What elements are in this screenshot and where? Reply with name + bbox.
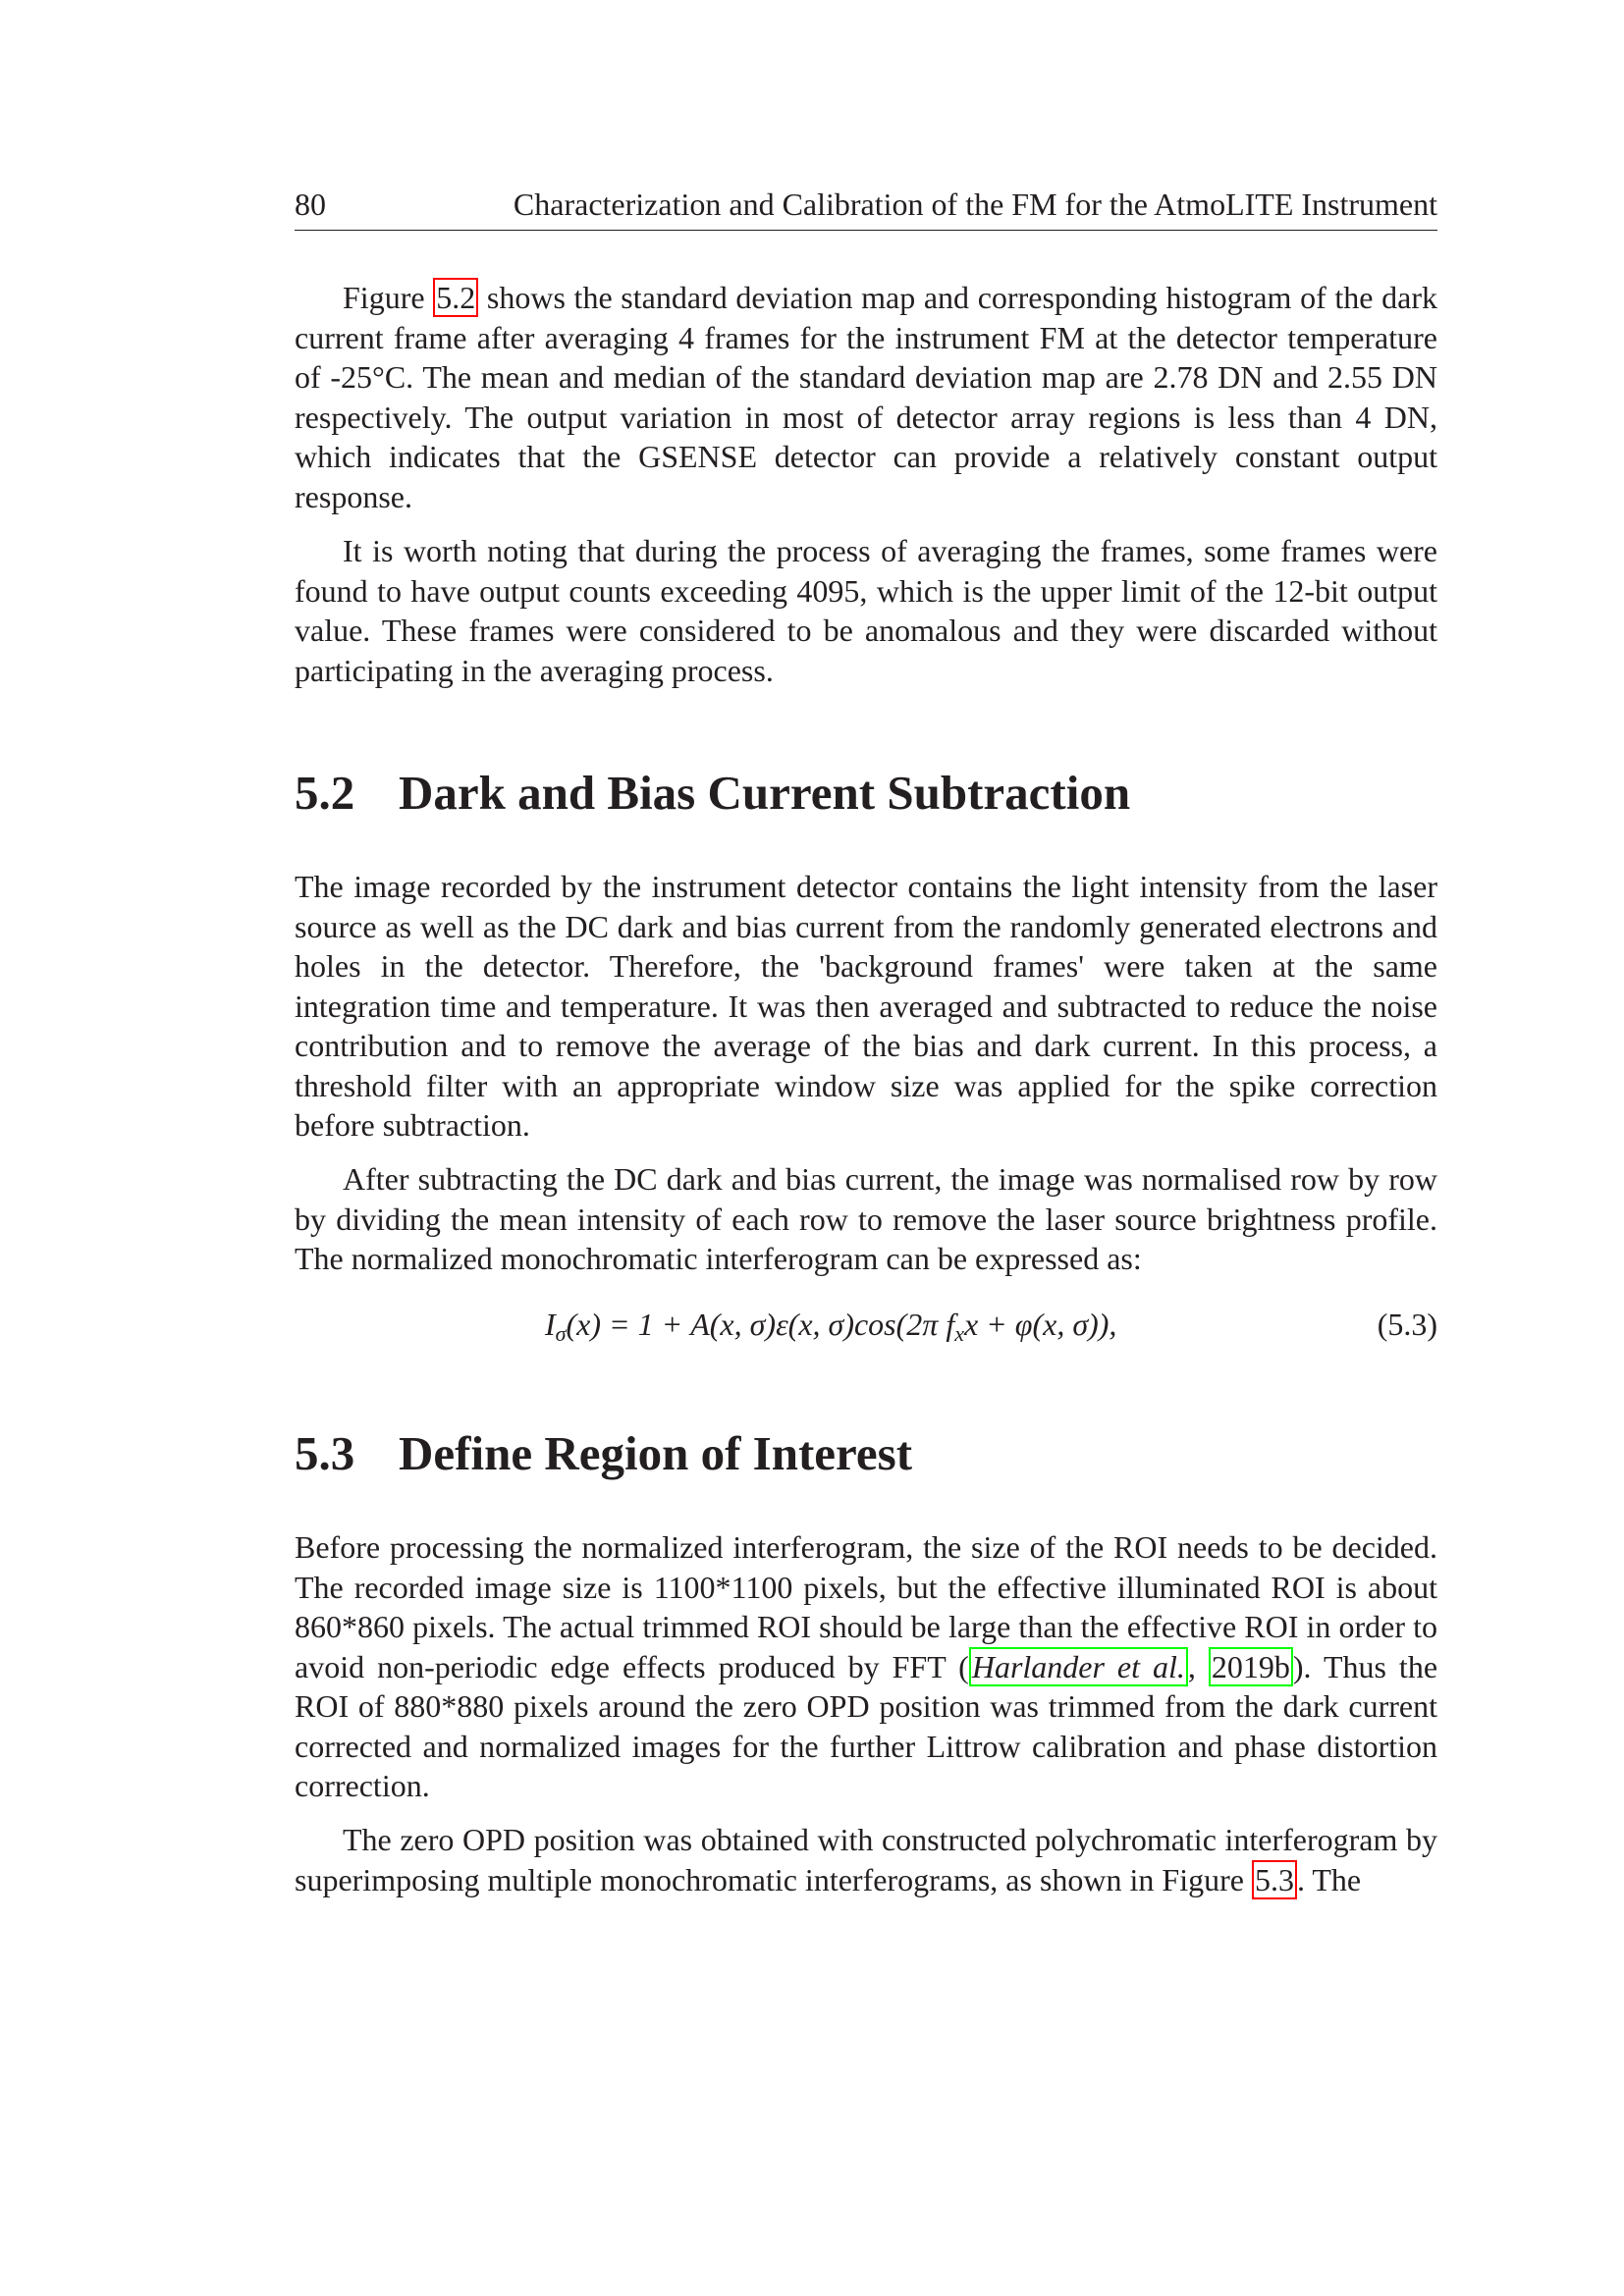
paragraph-anomalous-frames: It is worth noting that during the process of averaging the frames, some frames were found to have output counts exceeding 4095, which is the upper limit of the 12-bit output value. These frames were considered to be anomalous and they were discarded without participating in the averaging process. <box>295 533 1437 688</box>
section-title: Define Region of Interest <box>399 1426 913 1480</box>
text: Before processing the normalized interferogram, the size of the ROI needs to be decided. The recorded image size is 1100*1100 pixels, but the effective illuminated ROI is about 860*860 pixels. The actual trimmed ROI should be large than the effective ROI in order to avoid non-periodic edge effects produced by FFT ( <box>295 1529 1437 1684</box>
eq-body-sub: x <box>954 1321 964 1346</box>
running-title: Characterization and Calibration of the FM for the AtmoLITE Instrument <box>513 187 1437 222</box>
section-number: 5.3 <box>295 1426 355 1480</box>
eq-body: (x) = 1 + A(x, σ)ε(x, σ)cos(2π f <box>566 1307 955 1342</box>
page-number: 80 <box>295 187 326 222</box>
section-heading-5-2 <box>295 764 1130 823</box>
citation-link-year[interactable]: 2019b <box>1209 1647 1293 1686</box>
text: , <box>1187 1648 1209 1684</box>
eq-lhs-sub: σ <box>555 1321 567 1346</box>
equation-number: (5.3) <box>1377 1307 1437 1342</box>
text: shows the standard deviation map and corresponding histogram of the dark current frame after averaging 4 frames for the instrument FM at the detector temperature of -25°C. The mean and median of the standard deviation map are 2.78 DN and 2.55 DN respectively. The output variation in most of detector array regions is less than 4 DN, which indicates that the GSENSE detector can provide a relatively constant output response. <box>295 280 1438 514</box>
text: Figure <box>343 280 434 315</box>
text: ). Thus the ROI of 880*880 pixels around the zero OPD position was trimmed from the dark current corrected and normalized images for the further Littrow calibration and phase distortion correction. <box>295 1648 1438 1803</box>
text: The zero OPD position was obtained with constructed polychromatic interferogram by superimposing multiple monochromatic interferograms, as shown in Figure <box>295 1822 1437 1897</box>
equation-formula <box>545 1307 1117 1346</box>
figure-link-5-3[interactable]: 5.3 <box>1252 1860 1297 1899</box>
paragraph-zero-opd <box>295 1820 1437 1899</box>
paragraph-dark-bias: The image recorded by the instrument detector contains the light intensity from the laser source as well as the DC dark and bias current from the randomly generated electrons and holes in the detector. Therefore, the 'background frames' were taken at the same integration time and temperature. It was then averaged and subtracted to reduce the noise contribution and to remove the average of the bias and dark current. In this process, a threshold filter with an appropriate window size was applied for the spike correction before subtraction. <box>295 869 1437 1143</box>
running-header <box>295 187 1437 231</box>
eq-body-end: x + φ(x, σ)), <box>963 1307 1117 1342</box>
section-number: 5.2 <box>295 766 355 820</box>
section-title: Dark and Bias Current Subtraction <box>399 766 1131 820</box>
paragraph-roi <box>295 1527 1437 1806</box>
paragraph-normalisation: After subtracting the DC dark and bias current, the image was normalised row by row by dividing the mean intensity of each row to remove the laser source brightness profile. The normalized monochromatic interferogram can be expressed as: <box>295 1161 1437 1276</box>
figure-link-5-2[interactable]: 5.2 <box>433 278 478 317</box>
eq-lhs: I <box>545 1307 556 1342</box>
paragraph-std-dev-map <box>295 278 1437 516</box>
text: . The <box>1296 1861 1362 1897</box>
equation-5-3 <box>295 1307 1437 1350</box>
citation-link-author[interactable]: Harlander et al. <box>969 1647 1188 1686</box>
section-heading-5-3 <box>295 1424 912 1483</box>
